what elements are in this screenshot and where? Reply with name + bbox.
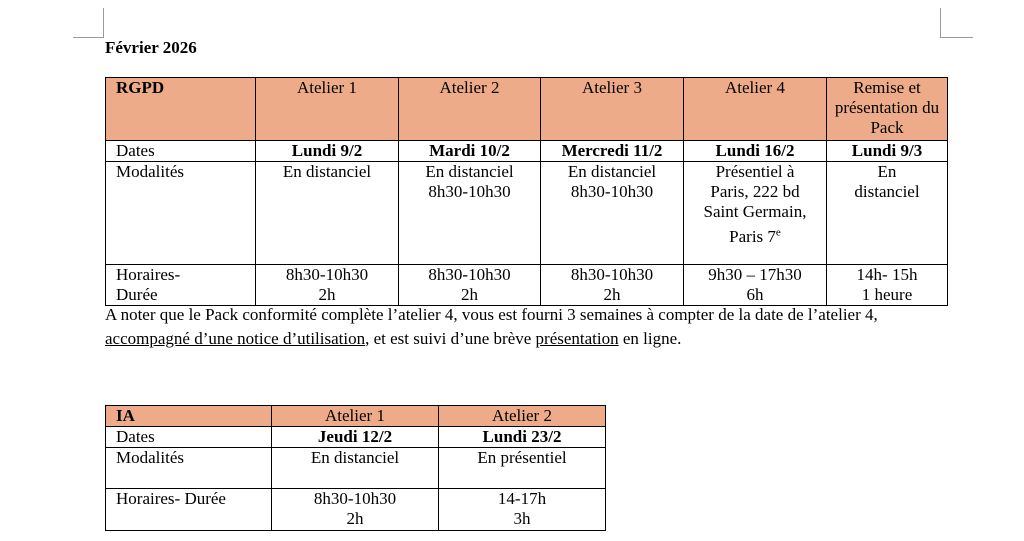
rgpd-header-cell: Remise et présentation du Pack	[827, 78, 948, 141]
date-cell: Jeudi 12/2	[272, 427, 439, 448]
rgpd-dates-row	[106, 141, 948, 162]
date-cell: Lundi 9/2	[256, 141, 399, 162]
rgpd-header-cell: Atelier 2	[399, 78, 541, 141]
notice-link[interactable]: accompagné d’une notice d’utilisation	[105, 329, 366, 348]
horaire-cell: 14-17h 3h	[439, 489, 606, 531]
note-text: A noter que le Pack conformité complète l’atelier 4, vous est fourni 3 semaines à compter de la date de l’atelier 4,	[105, 305, 878, 324]
rgpd-horaires-row	[106, 265, 948, 306]
modalite-cell: En distanciel	[827, 162, 948, 265]
ia-horaires-row	[106, 489, 606, 531]
row-label: Dates	[106, 427, 272, 448]
ia-header-cell: IA	[106, 406, 272, 427]
ia-header-cell: Atelier 1	[272, 406, 439, 427]
crop-mark-right-horizontal	[940, 37, 973, 38]
crop-mark-right-vertical	[940, 8, 941, 38]
rgpd-header-cell: RGPD	[106, 78, 256, 141]
horaire-cell: 14h- 15h 1 heure	[827, 265, 948, 306]
rgpd-header-row	[106, 78, 948, 141]
page-title: Février 2026	[105, 38, 197, 57]
horaire-cell: 8h30-10h30 2h	[399, 265, 541, 306]
modalite-cell: En présentiel	[439, 448, 606, 489]
note-text: , et est suivi d’une brève	[365, 329, 536, 348]
rgpd-header-cell: Atelier 4	[684, 78, 827, 141]
ia-dates-row	[106, 427, 606, 448]
row-label: Dates	[106, 141, 256, 162]
note-text: en ligne.	[618, 329, 682, 348]
date-cell: Mardi 10/2	[399, 141, 541, 162]
horaire-cell: 8h30-10h30 2h	[272, 489, 439, 531]
modalite-cell: En distanciel	[256, 162, 399, 265]
modalite-cell: En distanciel 8h30-10h30	[541, 162, 684, 265]
horaire-cell: 9h30 – 17h30 6h	[684, 265, 827, 306]
modalite-text: Présentiel à Paris, 222 bd Saint Germain, Paris 7e	[703, 162, 807, 246]
date-cell: Mercredi 11/2	[541, 141, 684, 162]
rgpd-modalites-row	[106, 162, 948, 265]
date-cell: Lundi 16/2	[684, 141, 827, 162]
rgpd-table	[105, 77, 948, 306]
horaire-cell: 8h30-10h30 2h	[541, 265, 684, 306]
note-paragraph	[105, 303, 945, 351]
modalite-cell: En distanciel	[272, 448, 439, 489]
rgpd-header-cell: Atelier 3	[541, 78, 684, 141]
rgpd-header-cell: Atelier 1	[256, 78, 399, 141]
ia-table	[105, 405, 606, 531]
ia-header-cell: Atelier 2	[439, 406, 606, 427]
ia-header-row	[106, 406, 606, 427]
ia-modalites-row	[106, 448, 606, 489]
crop-mark-left-horizontal	[73, 37, 104, 38]
row-label: Modalités	[106, 448, 272, 489]
date-cell: Lundi 9/3	[827, 141, 948, 162]
modalite-cell-paris	[684, 162, 827, 265]
crop-mark-left-vertical	[103, 8, 104, 38]
horaire-cell: 8h30-10h30 2h	[256, 265, 399, 306]
row-label: Horaires- Durée	[106, 489, 272, 531]
presentation-link[interactable]: présentation	[535, 329, 619, 348]
date-cell: Lundi 23/2	[439, 427, 606, 448]
row-label: Horaires- Durée	[106, 265, 256, 306]
row-label: Modalités	[106, 162, 256, 265]
modalite-cell: En distanciel 8h30-10h30	[399, 162, 541, 265]
